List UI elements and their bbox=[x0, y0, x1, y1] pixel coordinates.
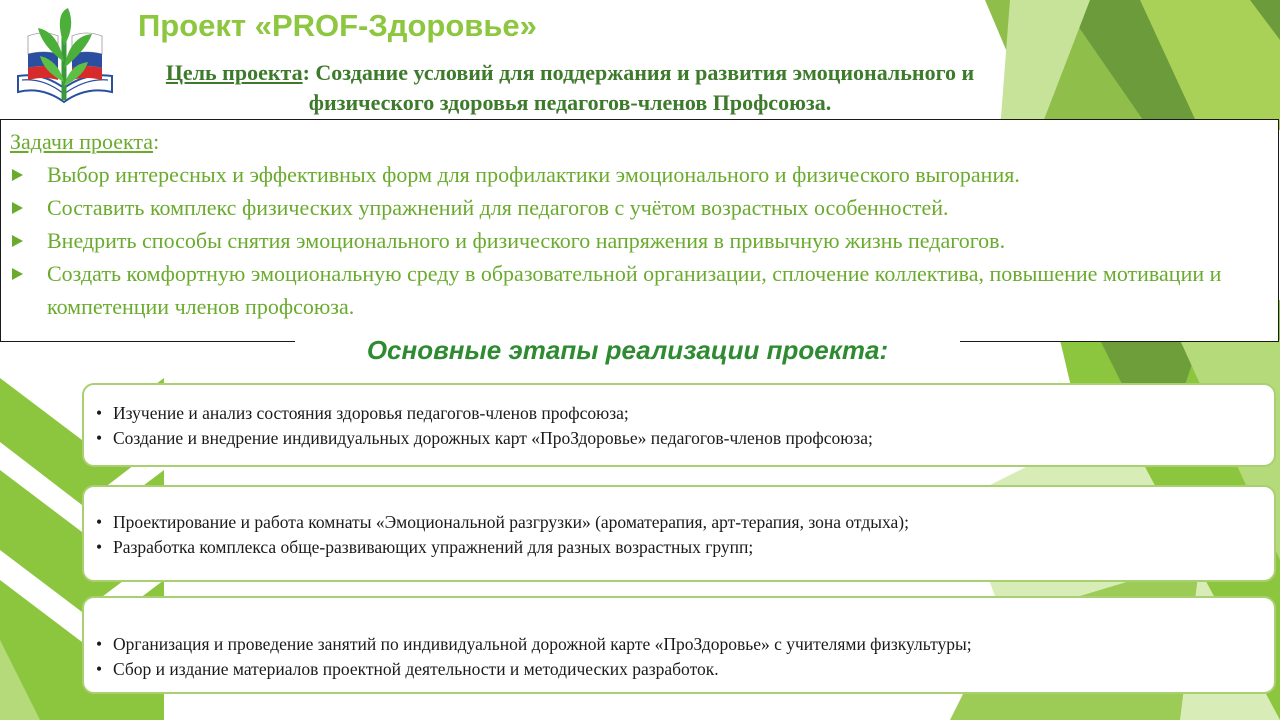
triangle-bullet-icon bbox=[12, 235, 23, 247]
trade-union-logo bbox=[14, 6, 116, 110]
tasks-list bbox=[1, 158, 1271, 323]
tasks-title-label: Задачи проекта bbox=[10, 129, 154, 154]
stage-item bbox=[96, 535, 909, 560]
stage-text: Организация и проведение занятий по индивидуальной дорожной карте «ПроЗдоровье» с учителями физкультуры; bbox=[113, 634, 972, 654]
stage-box-3 bbox=[82, 596, 1276, 694]
stage-list bbox=[96, 401, 873, 451]
stage-text: Сбор и издание материалов проектной деятельности и методических разработок. bbox=[113, 659, 719, 679]
task-item bbox=[1, 158, 1271, 191]
stage-box-1 bbox=[82, 383, 1276, 467]
stage-item bbox=[96, 401, 873, 426]
tasks-title bbox=[10, 129, 159, 155]
goal-text: : Создание условий для поддержания и развития эмоционального и физического здоровья педагогов-членов Профсоюза. bbox=[302, 60, 975, 115]
triangle-bullet-icon bbox=[12, 202, 23, 214]
task-text: Составить комплекс физических упражнений для педагогов с учётом возрастных особенностей. bbox=[47, 195, 949, 220]
stage-list bbox=[96, 510, 909, 560]
bullet-dot-icon: • bbox=[96, 512, 103, 532]
tasks-box bbox=[0, 119, 1279, 342]
bullet-dot-icon: • bbox=[96, 428, 103, 448]
triangle-bullet-icon bbox=[12, 268, 23, 280]
task-item bbox=[1, 257, 1271, 323]
stage-list bbox=[96, 632, 972, 682]
stage-box-2 bbox=[82, 485, 1276, 582]
goal-label: Цель проекта bbox=[165, 60, 303, 85]
stage-text: Изучение и анализ состояния здоровья педагогов-членов профсоюза; bbox=[113, 403, 629, 423]
stage-item bbox=[96, 632, 972, 657]
task-text: Создать комфортную эмоциональную среду в образовательной организации, сплочение коллектива, повышение мотивации и компетенции членов профсоюза. bbox=[47, 261, 1222, 319]
tasks-title-suffix: : bbox=[153, 129, 160, 154]
stages-title: Основные этапы реализации проекта: bbox=[295, 332, 960, 368]
task-item bbox=[1, 191, 1271, 224]
task-text: Выбор интересных и эффективных форм для профилактики эмоционального и физического выгорания. bbox=[47, 162, 1020, 187]
stage-item bbox=[96, 510, 909, 535]
bullet-dot-icon: • bbox=[96, 537, 103, 557]
bullet-dot-icon: • bbox=[96, 634, 103, 654]
bullet-dot-icon: • bbox=[96, 659, 103, 679]
task-item bbox=[1, 224, 1271, 257]
bullet-dot-icon: • bbox=[96, 403, 103, 423]
task-text: Внедрить способы снятия эмоционального и физического напряжения в привычную жизнь педагогов. bbox=[47, 228, 1006, 253]
stage-item bbox=[96, 657, 972, 682]
stage-text: Разработка комплекса обще-развивающих упражнений для разных возрастных групп; bbox=[113, 537, 754, 557]
triangle-bullet-icon bbox=[12, 169, 23, 181]
project-goal bbox=[120, 58, 1020, 118]
stage-text: Проектирование и работа комнаты «Эмоциональной разгрузки» (ароматерапия, арт-терапия, зона отдыха); bbox=[113, 512, 909, 532]
page-title: Проект «PROF-Здоровье» bbox=[138, 8, 537, 43]
stage-item bbox=[96, 426, 873, 451]
stage-text: Создание и внедрение индивидуальных дорожных карт «ПроЗдоровье» педагогов-членов профсоюза; bbox=[113, 428, 873, 448]
